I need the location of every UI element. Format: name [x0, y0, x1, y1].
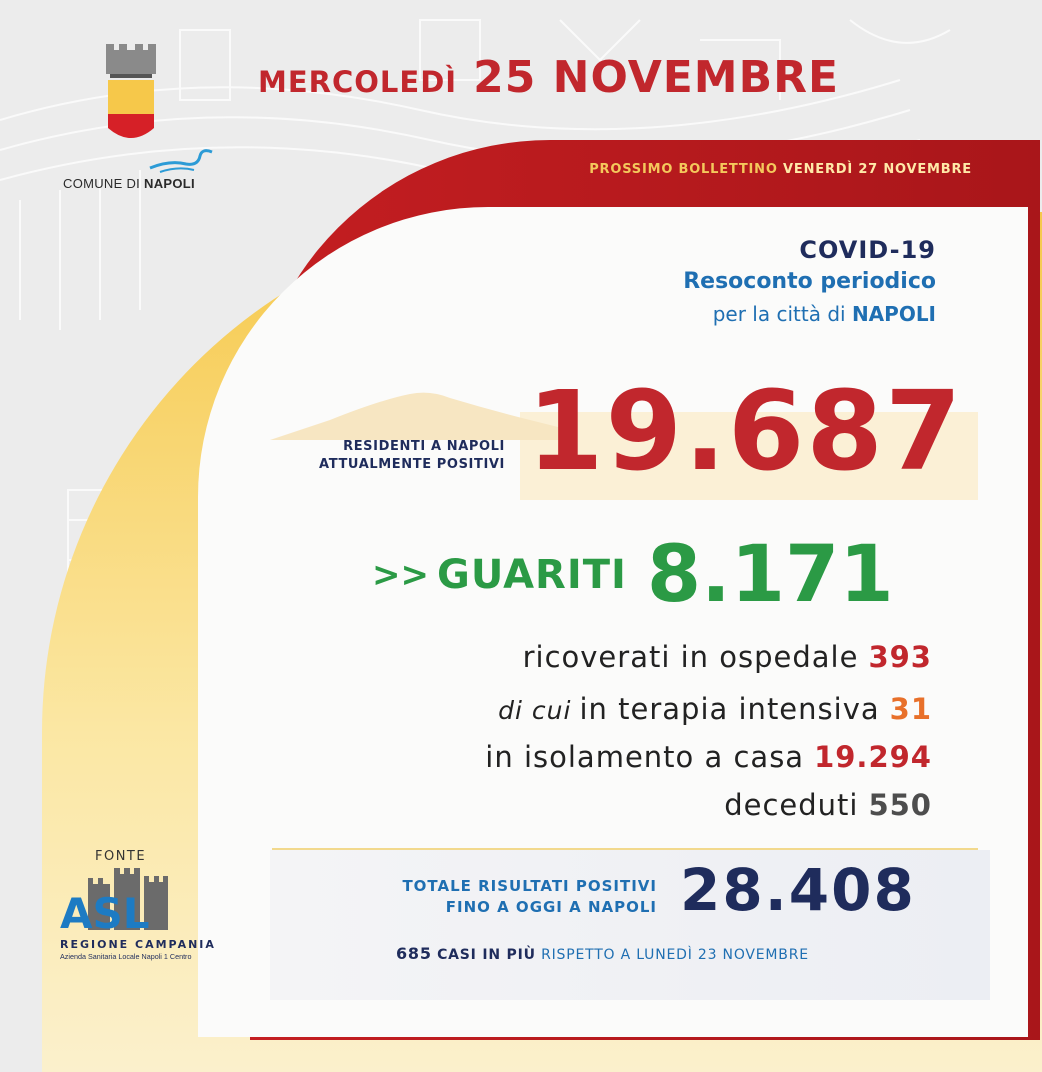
stat-row-icu [498, 692, 932, 726]
stat-row-deaths [724, 788, 932, 822]
wave-logo-icon [150, 146, 216, 176]
stat-value: 31 [889, 692, 932, 726]
residents-label-line1: RESIDENTI A NAPOLI [343, 439, 505, 454]
stat-label: in terapia intensiva [579, 692, 880, 726]
stat-value: 393 [868, 640, 932, 674]
stat-value: 550 [868, 788, 932, 822]
asl-logo-text: ASL [60, 889, 150, 938]
stat-prefix: di cui [498, 696, 572, 725]
total-label-line1: TOTALE RISULTATI POSITIVI [402, 877, 657, 895]
title-city-prefix: per la città di [712, 302, 846, 326]
comune-city: NAPOLI [144, 176, 195, 191]
stat-label: ricoverati in ospedale [522, 640, 859, 674]
stat-label: deceduti [724, 788, 859, 822]
new-cases-value: 685 [396, 944, 432, 963]
source-label: FONTE [95, 849, 147, 864]
next-bulletin [589, 162, 972, 177]
stat-value: 19.294 [814, 740, 932, 774]
weekday: MERCOLEDÌ [258, 65, 458, 99]
date-header [258, 52, 839, 103]
total-value: 28.408 [680, 856, 916, 924]
new-cases-line [396, 944, 809, 963]
title-city: NAPOLI [851, 302, 936, 326]
comune-prefix: COMUNE DI [63, 176, 141, 191]
title-covid: COVID-19 [799, 236, 936, 264]
recovered-arrow: >> [372, 555, 429, 595]
asl-region: REGIONE CAMPANIA [60, 938, 216, 951]
title-resoconto: Resoconto periodico [683, 269, 936, 294]
asl-logo [58, 868, 216, 964]
stat-row-home-isolation [485, 740, 932, 774]
next-bulletin-date: VENERDÌ 27 NOVEMBRE [783, 162, 972, 177]
residents-positive-value: 19.687 [527, 367, 964, 495]
recovered-row [372, 530, 894, 620]
asl-entity: Azienda Sanitaria Locale Napoli 1 Centro [60, 952, 192, 961]
total-label [305, 876, 657, 918]
new-cases-comparison: RISPETTO A LUNEDÌ 23 NOVEMBRE [541, 947, 809, 963]
total-label-line2: FINO A OGGI A NAPOLI [445, 898, 657, 916]
recovered-value: 8.171 [646, 530, 894, 620]
comune-label [63, 176, 195, 191]
date-full: 25 NOVEMBRE [473, 52, 840, 103]
new-cases-label: CASI IN PIÙ [437, 947, 536, 963]
next-bulletin-prefix: PROSSIMO BOLLETTINO [589, 162, 778, 177]
residents-label-line2: ATTUALMENTE POSITIVI [319, 457, 505, 472]
napoli-crest-icon [102, 44, 160, 148]
title-city-line [683, 298, 936, 330]
stat-label: in isolamento a casa [485, 740, 805, 774]
recovered-label: GUARITI [436, 552, 627, 598]
report-title [683, 234, 936, 330]
residents-label [300, 438, 505, 474]
divider [272, 848, 978, 850]
stat-row-hospital [523, 640, 932, 674]
vesuvio-silhouette-icon [270, 380, 570, 440]
